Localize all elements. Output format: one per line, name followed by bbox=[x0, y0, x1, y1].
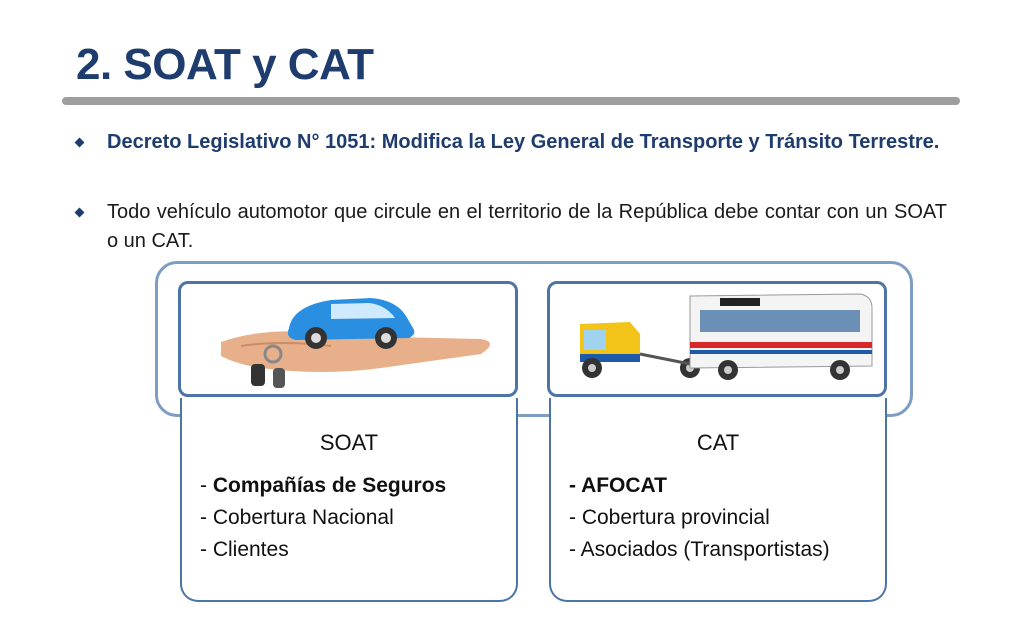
soat-card-title: SOAT bbox=[319, 430, 379, 455]
list-item: - Cobertura provincial bbox=[569, 506, 770, 529]
list-item: - AFOCAT bbox=[569, 474, 667, 497]
bullet-text-2: Todo vehículo automotor que circule en el territorio de la República debe contar con un SOAT o un CAT. bbox=[107, 201, 947, 252]
bullet-text-1: Decreto Legislativo N° 1051: Modifica la Ley General de Transporte y Tránsito Terrestre. bbox=[107, 131, 940, 153]
cat-card-title: CAT bbox=[696, 430, 740, 455]
soat-list bbox=[200, 470, 446, 566]
list-item: - Compañías de Seguros bbox=[200, 474, 447, 497]
list-item: - Clientes bbox=[200, 538, 289, 561]
diamond-bullet-icon bbox=[75, 138, 85, 148]
title-divider bbox=[62, 97, 960, 105]
car-in-hand-icon bbox=[181, 284, 515, 394]
slide-title: 2. SOAT y CAT bbox=[76, 40, 374, 89]
list-item: - Asociados (Transportistas) bbox=[569, 538, 830, 561]
soat-card bbox=[180, 398, 518, 602]
mototaxi-bus-icon bbox=[550, 284, 884, 394]
cat-list bbox=[569, 470, 830, 566]
cat-card bbox=[549, 398, 887, 602]
mototaxi-and-bus-image bbox=[547, 281, 887, 397]
list-item: - Cobertura Nacional bbox=[200, 506, 394, 529]
car-in-hand-image bbox=[178, 281, 518, 397]
diamond-bullet-icon bbox=[75, 208, 85, 218]
